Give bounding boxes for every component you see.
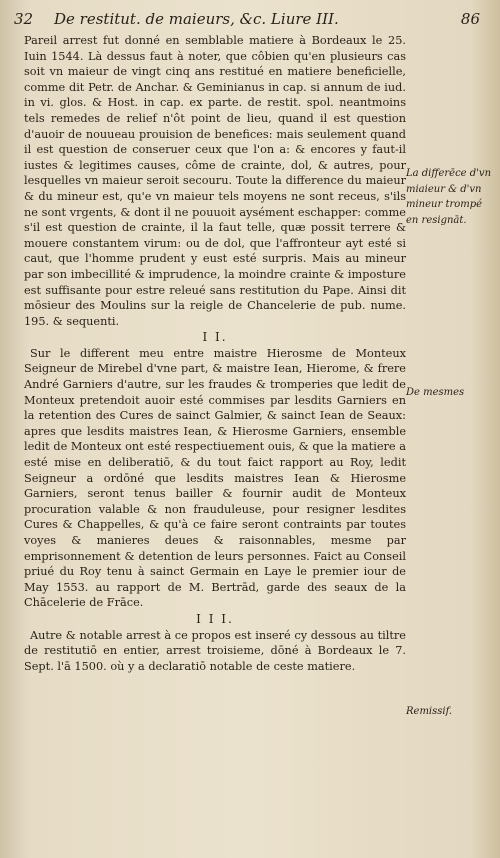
marginal-note-1: La differēce d'vn miaieur & d'vn mineur trompé en resignāt. <box>406 168 492 226</box>
folio-number: 32 <box>14 10 34 28</box>
marginal-note-2: De mesmes <box>406 387 465 398</box>
section-number-2: I I. <box>202 330 228 345</box>
paragraph-2: Sur le different meu entre maistre Hierosme de Monteux Seigneur de Mirebel d'vne part, & maistre Iean, Hierome, & frere André Garniers d'autre, sur les fraudes & tromperies que ledit de Monteux pretendoit auoir esté commises par lesdits Garniers en la retention des Cures de sainct Galmier, & sainct Iean de Seaux: apres que lesdits maistres Iean, & Hierosme Garniers, ensemble ledit de Monteux ont esté respectiuement ouis, & que la matiere a esté mise en deliberatiō, & du tout faict rapport au Roy, ledit Seigneur a ordōné que lesdits maistres Iean & Hierosme Garniers, seront tenus bailler & fournir audit de Monteux procuration valable & non frauduleuse, pour resigner lesdites Cures & Chappelles, & qu'à ce faire seront contraints par toutes voyes & manieres deues & raisonnables, mesme par emprisonnement & detention de leurs personnes. Faict au Conseil priué du Roy tenu à sainct Germain en Laye le premier iour de May 1553. au rapport de M. Bertrād, garde des seaux de la Chācelerie de Frāce. <box>24 346 406 610</box>
marginal-note-3: Remissif. <box>406 706 453 717</box>
running-header <box>14 10 484 30</box>
section-number-3: I I I. <box>196 611 234 626</box>
main-text <box>24 33 406 674</box>
paragraph-3: Autre & notable arrest à ce propos est inseré cy dessous au tiltre de restitutiō en entier, arrest troisieme, dōné à Bordeaux le 7. Sept. l'ā 1500. où y a declaratiō notable de ceste matiere. <box>24 628 406 673</box>
page-number: 86 <box>460 10 480 28</box>
paragraph-1: Pareil arrest fut donné en semblable matiere à Bordeaux le 25. Iuin 1544. Là dessus faut à noter, que côbien qu'en plusieurs cas soit vn maieur de vingt cinq ans restitué en matiere beneficielle, comme dit Petr. de Anchar. & Geminianus in cap. si annum de iud. in vi. glos. & Host. in cap. ex parte. de restit. spol. neantmoins tels remedes de relief n'ôt point de lieu, quand il est question d'auoir de nouueau prouision de benefices: mais seulement quand il est question de conseruer ceux que l'on a: & encores y faut-il iustes & legitimes causes, côme de crainte, dol, & autres, pour lesquelles vn maieur seroit secouru. Toute la difference du maieur & du mineur est, qu'e vn maieur tels moyens ne sont receus, s'ils ne sont vrgents, & dont il ne pouuoit aysément eschapper: comme s'il est question de crainte, il la faut telle, quæ possit terrere & mouere constantem virum: ou de dol, que l'affronteur ayt esté si caut, que l'homme prudent y eust esté surpris. Mais au mineur par son imbecillité & imprudence, la moindre crainte & imposture est suffisante pour estre releué sans restitution du Pape. Ainsi dit mōsieur des Moulins sur la reigle de Chancelerie de pub. nume. 195. & sequenti. <box>24 34 406 328</box>
running-title: De restitut. de maieurs, &c. Liure III. <box>54 10 339 28</box>
